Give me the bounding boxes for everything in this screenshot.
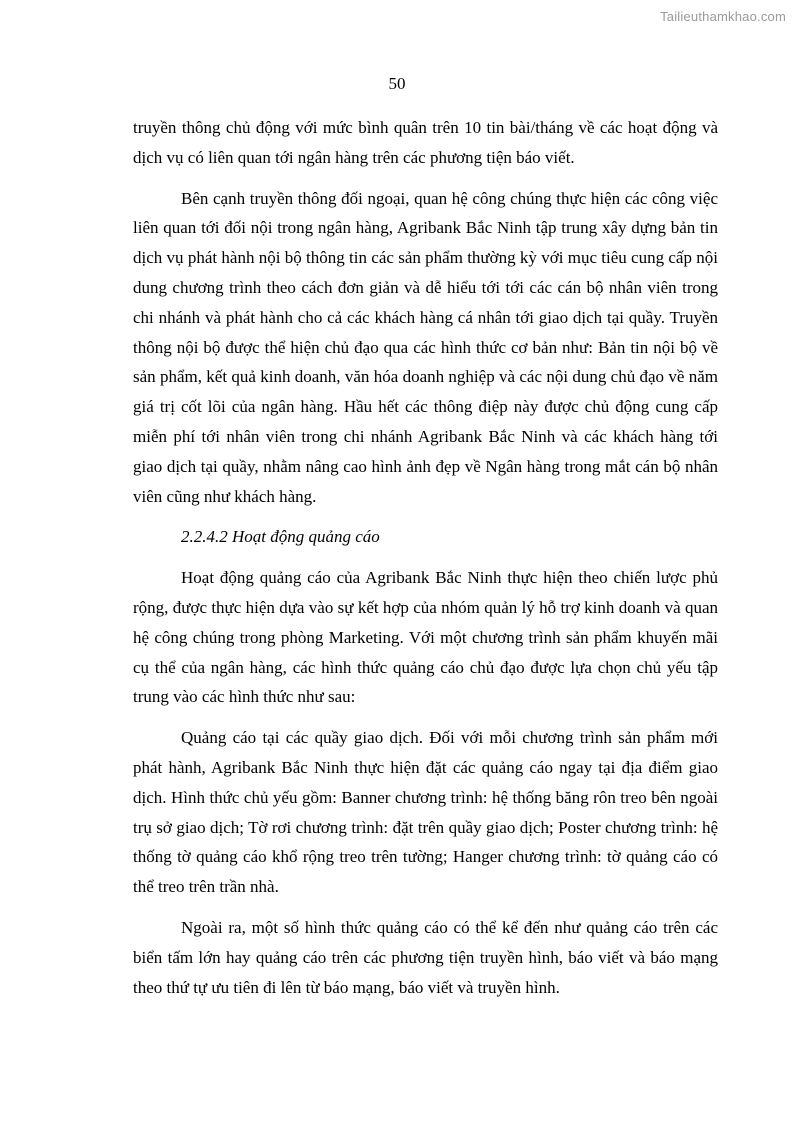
section-heading: 2.2.4.2 Hoạt động quảng cáo <box>181 527 380 547</box>
watermark: Tailieuthamkhao.com <box>660 9 786 24</box>
paragraph-advertising-strategy: Hoạt động quảng cáo của Agribank Bắc Ninh thực hiện theo chiến lược phủ rộng, được thực hiện dựa vào sự kết hợp của nhóm quản lý hỗ trợ kinh doanh và quan hệ công chúng trong phòng Marketing. Với một chương trình sản phẩm khuyến mãi cụ thể của ngân hàng, các hình thức quảng cáo chủ đạo được lựa chọn chủ yếu tập trung vào các hình thức như sau: <box>133 568 718 707</box>
paragraph-internal-communication: Bên cạnh truyền thông đối ngoại, quan hệ công chúng thực hiện các công việc liên quan tới đối nội trong ngân hàng, Agribank Bắc Ninh tập trung xây dựng bản tin dịch vụ phát hành nội bộ thông tin các sản phẩm thường kỳ với mục tiêu cung cấp nội dung chương trình theo cách đơn giản và dễ hiểu tới tới các cán bộ nhân viên trong chi nhánh và phát hành cho cả các khách hàng cá nhân tới giao dịch tại quầy. Truyền thông nội bộ được thể hiện chủ đạo qua các hình thức cơ bản như: Bản tin nội bộ về sản phẩm, kết quả kinh doanh, văn hóa doanh nghiệp và các nội dung chủ đạo về năm giá trị cốt lõi của ngân hàng. Hầu hết các thông điệp này được chủ động cung cấp miễn phí tới nhân viên trong chi nhánh Agribank Bắc Ninh và các khách hàng tới giao dịch tại quầy, nhằm nâng cao hình ảnh đẹp về Ngân hàng trong mắt cán bộ nhân viên cũng như khách hàng. <box>133 188 718 506</box>
document-body <box>133 113 718 1013</box>
paragraph-other-advertising: Ngoài ra, một số hình thức quảng cáo có thể kể đến như quảng cáo trên các biển tấm lớn hay quảng cáo trên các phương tiện truyền hình, báo viết và báo mạng theo thứ tự ưu tiên đi lên từ báo mạng, báo viết và truyền hình. <box>133 917 718 997</box>
paragraph-counter-advertising: Quảng cáo tại các quầy giao dịch. Đối với mỗi chương trình sản phẩm mới phát hành, Agribank Bắc Ninh thực hiện đặt các quảng cáo ngay tại địa điểm giao dịch. Hình thức chủ yếu gồm: Banner chương trình: hệ thống băng rôn treo bên ngoài trụ sở giao dịch; Tờ rơi chương trình: đặt trên quầy giao dịch; Poster chương trình: hệ thống tờ quảng cáo khổ rộng treo trên tường; Hanger chương trình: tờ quảng cáo có thể treo trên trần nhà. <box>133 728 718 897</box>
paragraph-continued: truyền thông chủ động với mức bình quân trên 10 tin bài/tháng về các hoạt động và dịch vụ có liên quan tới ngân hàng trên các phương tiện báo viết. <box>133 118 718 167</box>
page-number: 50 <box>388 74 406 93</box>
